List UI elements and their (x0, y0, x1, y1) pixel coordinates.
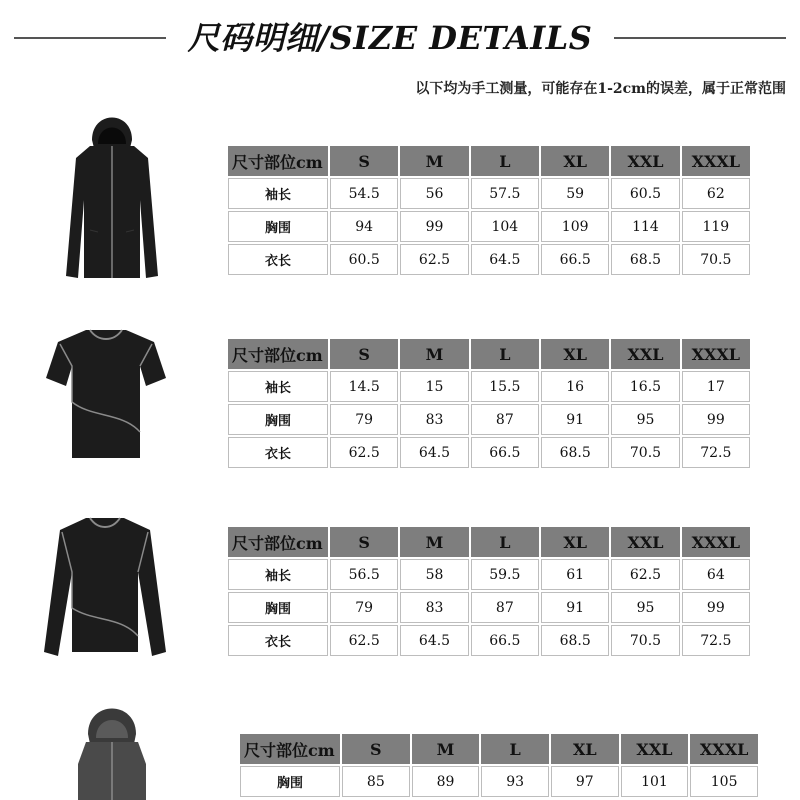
measurement-value: 95 (611, 404, 679, 435)
measurement-value: 62.5 (330, 437, 398, 468)
measurement-value: 83 (400, 592, 468, 623)
measurement-value: 66.5 (471, 437, 539, 468)
table-row (228, 244, 750, 275)
measurement-value: 101 (621, 766, 689, 797)
zip-hoodie-icon (62, 100, 162, 282)
header-corner-label: 尺寸部位cm (228, 146, 328, 176)
table-row (228, 559, 750, 590)
measurement-value: 109 (541, 211, 609, 242)
measurement-value: 119 (682, 211, 750, 242)
header-corner-label: 尺寸部位cm (240, 734, 340, 764)
header-corner-label: 尺寸部位cm (228, 339, 328, 369)
measurement-value: 68.5 (541, 625, 609, 656)
title-row (0, 14, 800, 62)
title-divider-right (614, 37, 786, 39)
measurement-value: 68.5 (611, 244, 679, 275)
size-header: XXXL (682, 339, 750, 369)
measurement-value: 72.5 (682, 437, 750, 468)
size-header: XL (541, 339, 609, 369)
table-row (228, 371, 750, 402)
measurement-value: 61 (541, 559, 609, 590)
measurement-label: 胸围 (240, 766, 340, 797)
measurement-value: 70.5 (682, 244, 750, 275)
measurement-value: 15.5 (471, 371, 539, 402)
size-header: L (471, 146, 539, 176)
measurement-value: 72.5 (682, 625, 750, 656)
header-row (240, 734, 758, 764)
title-divider-left (14, 37, 166, 39)
measurement-value: 60.5 (611, 178, 679, 209)
measurement-label: 衣长 (228, 437, 328, 468)
table-row (240, 766, 758, 797)
measurement-value: 70.5 (611, 625, 679, 656)
measurement-value: 95 (611, 592, 679, 623)
size-header: S (330, 146, 398, 176)
size-table-long-sleeve (226, 525, 752, 658)
measurement-value: 87 (471, 592, 539, 623)
table-row (228, 592, 750, 623)
size-header: L (471, 339, 539, 369)
measurement-value: 99 (400, 211, 468, 242)
measurement-label: 袖长 (228, 371, 328, 402)
measurement-label: 胸围 (228, 211, 328, 242)
size-header: M (412, 734, 480, 764)
header-row (228, 527, 750, 557)
measurement-value: 62.5 (400, 244, 468, 275)
size-header: XXXL (690, 734, 758, 764)
measurement-value: 62.5 (611, 559, 679, 590)
measurement-value: 70.5 (611, 437, 679, 468)
measurement-value: 93 (481, 766, 549, 797)
size-header: M (400, 146, 468, 176)
measurement-value: 64.5 (471, 244, 539, 275)
measurement-value: 66.5 (471, 625, 539, 656)
table-row (228, 404, 750, 435)
measurement-value: 14.5 (330, 371, 398, 402)
size-table-short-sleeve (226, 337, 752, 470)
measurement-value: 79 (330, 404, 398, 435)
measurement-value: 89 (412, 766, 480, 797)
size-header: S (330, 339, 398, 369)
short-sleeve-shirt-icon (42, 322, 170, 462)
measurement-value: 57.5 (471, 178, 539, 209)
page-title: 尺码明细/SIZE DETAILS (187, 19, 593, 57)
measurement-value: 54.5 (330, 178, 398, 209)
measurement-label: 衣长 (228, 244, 328, 275)
measurement-value: 85 (342, 766, 410, 797)
measurement-value: 56 (400, 178, 468, 209)
measurement-value: 91 (541, 592, 609, 623)
measurement-value: 56.5 (330, 559, 398, 590)
measurement-label: 衣长 (228, 625, 328, 656)
measurement-label: 袖长 (228, 559, 328, 590)
measurement-value: 83 (400, 404, 468, 435)
measurement-value: 64.5 (400, 437, 468, 468)
measurement-value: 16 (541, 371, 609, 402)
measurement-label: 胸围 (228, 592, 328, 623)
size-header: S (330, 527, 398, 557)
measurement-label: 袖长 (228, 178, 328, 209)
measurement-value: 104 (471, 211, 539, 242)
header-row (228, 339, 750, 369)
measurement-value: 59 (541, 178, 609, 209)
measurement-note: 以下均为手工测量，可能存在1-2cm的误差，属于正常范围 (415, 81, 786, 97)
size-header: L (471, 527, 539, 557)
measurement-value: 114 (611, 211, 679, 242)
size-header: XL (541, 527, 609, 557)
size-header: XXL (611, 527, 679, 557)
size-header: L (481, 734, 549, 764)
measurement-value: 66.5 (541, 244, 609, 275)
measurement-value: 64 (682, 559, 750, 590)
measurement-label: 胸围 (228, 404, 328, 435)
measurement-value: 16.5 (611, 371, 679, 402)
size-header: XXL (621, 734, 689, 764)
header-corner-label: 尺寸部位cm (228, 527, 328, 557)
measurement-value: 99 (682, 404, 750, 435)
size-header: XXL (611, 146, 679, 176)
measurement-value: 79 (330, 592, 398, 623)
measurement-value: 68.5 (541, 437, 609, 468)
measurement-value: 62.5 (330, 625, 398, 656)
measurement-value: 91 (541, 404, 609, 435)
table-row (228, 211, 750, 242)
header-row (228, 146, 750, 176)
measurement-value: 15 (400, 371, 468, 402)
table-row (228, 178, 750, 209)
measurement-value: 58 (400, 559, 468, 590)
size-table-hooded-vest (238, 732, 760, 799)
measurement-value: 60.5 (330, 244, 398, 275)
measurement-value: 59.5 (471, 559, 539, 590)
table-row (228, 437, 750, 468)
size-header: S (342, 734, 410, 764)
long-sleeve-shirt-icon (40, 512, 170, 660)
measurement-value: 17 (682, 371, 750, 402)
measurement-value: 87 (471, 404, 539, 435)
size-header: XXXL (682, 146, 750, 176)
size-table-zip-hoodie (226, 144, 752, 277)
size-header: M (400, 527, 468, 557)
measurement-value: 99 (682, 592, 750, 623)
size-header: XL (551, 734, 619, 764)
table-row (228, 625, 750, 656)
size-header: XXL (611, 339, 679, 369)
size-header: M (400, 339, 468, 369)
size-header: XXXL (682, 527, 750, 557)
measurement-value: 97 (551, 766, 619, 797)
measurement-value: 64.5 (400, 625, 468, 656)
measurement-value: 62 (682, 178, 750, 209)
measurement-value: 94 (330, 211, 398, 242)
size-header: XL (541, 146, 609, 176)
hooded-vest-icon (62, 694, 162, 800)
measurement-value: 105 (690, 766, 758, 797)
